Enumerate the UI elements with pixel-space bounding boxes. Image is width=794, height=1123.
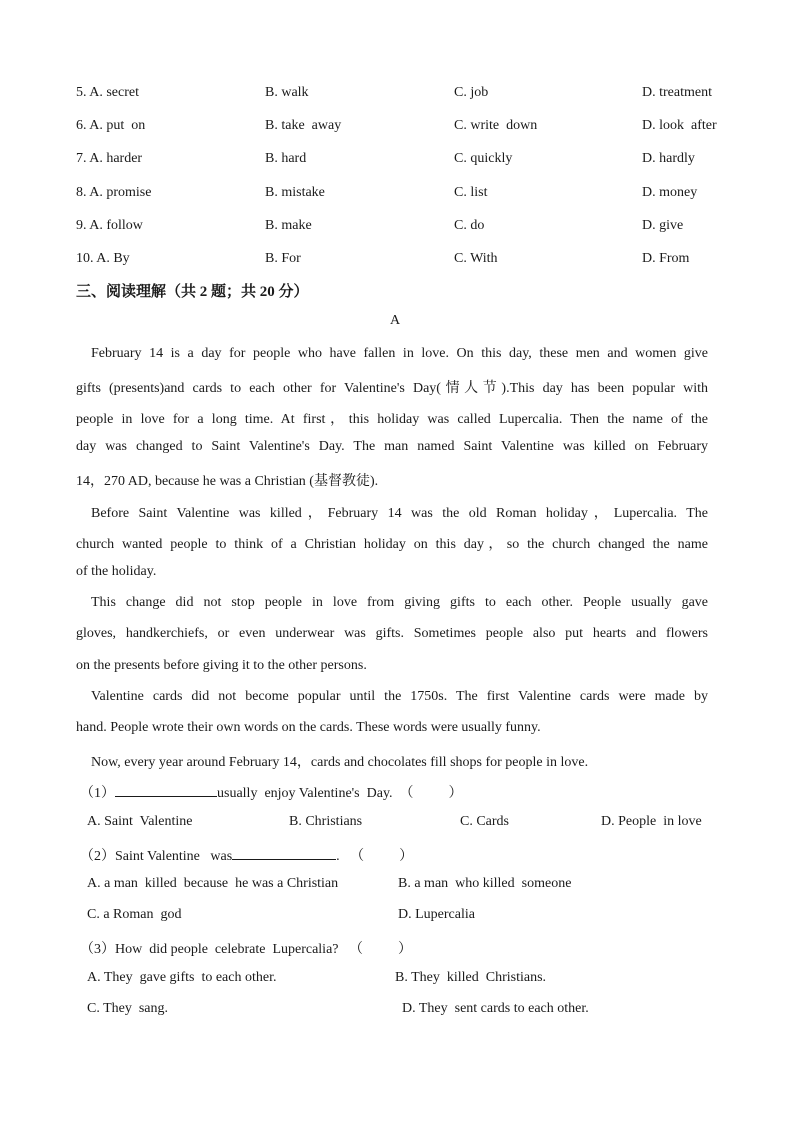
choice-c: C. Cards	[460, 814, 509, 829]
question-number: （2）Saint Valentine was	[80, 849, 233, 864]
passage-line: February 14 is a day for people who have fallen in love. On this day, these men and women give	[91, 346, 708, 361]
passage-line: gloves, handkerchiefs, or even underwear was gifts. Sometimes people also put hearts and flowers	[76, 626, 708, 641]
passage-line: on the presents before giving it to the other persons.	[76, 658, 367, 673]
passage-line: gifts (presents)and cards to each other for Valentine's Day(情人节).This day has been popular with	[76, 381, 708, 396]
option-b: B. walk	[265, 85, 309, 100]
option-b: B. For	[265, 251, 301, 266]
option-b: B. make	[265, 218, 312, 233]
choice-d: D. People in love	[601, 814, 702, 829]
option-c: C. job	[454, 85, 489, 100]
section-title: 三、阅读理解（共 2 题；共 20 分）	[76, 284, 309, 300]
option-d: D. give	[642, 218, 684, 233]
choice-c: C. a Roman god	[87, 907, 182, 922]
passage-line: 14，270 AD, because he was a Christian (基督教徒).	[76, 474, 379, 489]
question-stem: usually enjoy Valentine's Day. （ ）	[217, 786, 463, 801]
cloze-option-row	[0, 118, 794, 138]
passage-line: Now, every year around February 14，cards and chocolates fill shops for people in love.	[91, 755, 589, 770]
passage-line: This change did not stop people in love from giving gifts to each other. People usually gave	[91, 595, 708, 610]
choice-c: C. They sang.	[87, 1001, 169, 1016]
option-a: 10. A. By	[76, 251, 130, 266]
passage-line: hand. People wrote their own words on the cards. These words were usually funny.	[76, 720, 541, 735]
passage-line: Valentine cards did not become popular until the 1750s. The first Valentine cards were made by	[91, 689, 708, 704]
choice-b: B. a man who killed someone	[398, 876, 572, 891]
choice-d: D. They sent cards to each other.	[402, 1001, 589, 1016]
option-c: C. do	[454, 218, 485, 233]
option-c: C. write down	[454, 118, 538, 133]
choice-a: A. Saint Valentine	[87, 814, 193, 829]
question-1	[80, 782, 463, 802]
option-d: D. treatment	[642, 85, 712, 100]
question-stem: . （ ）	[336, 849, 414, 864]
choice-b: B. Christians	[289, 814, 363, 829]
cloze-option-row	[0, 185, 794, 205]
option-a: 7. A. harder	[76, 151, 143, 166]
cloze-option-row	[0, 251, 794, 271]
option-d: D. hardly	[642, 151, 695, 166]
cloze-option-row	[0, 218, 794, 238]
question-3: （3）How did people celebrate Lupercalia? （ ）	[80, 942, 413, 957]
option-a: 5. A. secret	[76, 85, 139, 100]
choice-b: B. They killed Christians.	[395, 970, 547, 985]
passage-line: people in love for a long time. At first，this holiday was called Lupercalia. Then the name of the	[76, 412, 708, 427]
passage-line: Before Saint Valentine was killed，February 14 was the old Roman holiday，Lupercalia. The	[91, 506, 708, 521]
passage-line: day was changed to Saint Valentine's Day. The man named Saint Valentine was killed on February	[76, 439, 708, 454]
cloze-option-row	[0, 151, 794, 171]
passage-line: of the holiday.	[76, 564, 157, 579]
option-d: D. From	[642, 251, 690, 266]
option-b: B. hard	[265, 151, 307, 166]
option-c: C. quickly	[454, 151, 513, 166]
option-d: D. money	[642, 185, 698, 200]
passage-title: A	[390, 313, 401, 328]
option-b: B. mistake	[265, 185, 325, 200]
choice-a: A. They gave gifts to each other.	[87, 970, 277, 985]
question-2	[80, 845, 413, 865]
option-a: 9. A. follow	[76, 218, 143, 233]
cloze-option-row	[0, 85, 794, 105]
option-d: D. look after	[642, 118, 717, 133]
option-c: C. list	[454, 185, 488, 200]
option-a: 6. A. put on	[76, 118, 146, 133]
answer-blank[interactable]	[115, 782, 217, 797]
question-number: （1）	[80, 786, 115, 801]
choice-a: A. a man killed because he was a Christian	[87, 876, 339, 891]
option-a: 8. A. promise	[76, 185, 152, 200]
option-b: B. take away	[265, 118, 342, 133]
option-c: C. With	[454, 251, 498, 266]
passage-line: church wanted people to think of a Christian holiday on this day，so the church changed the name	[76, 537, 708, 552]
choice-d: D. Lupercalia	[398, 907, 475, 922]
answer-blank[interactable]	[232, 845, 336, 860]
